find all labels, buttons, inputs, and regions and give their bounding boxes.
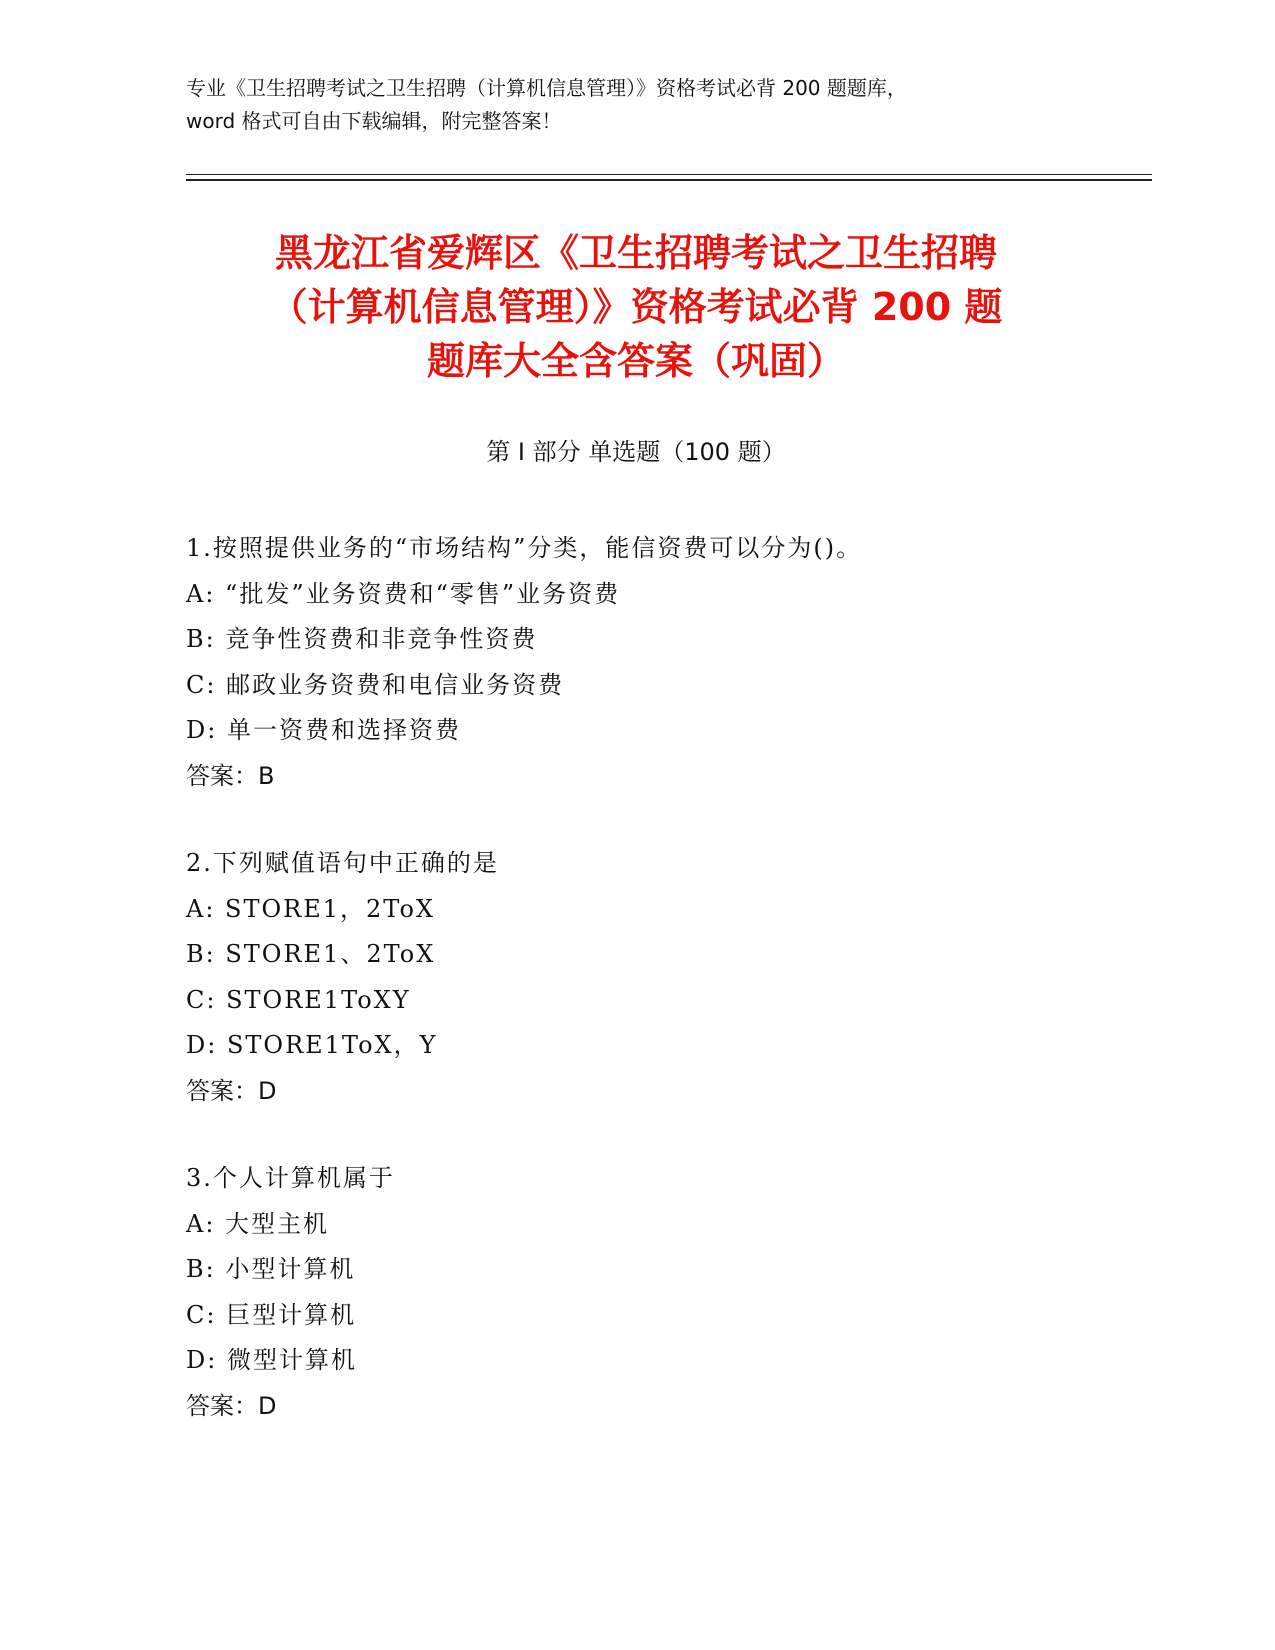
header-line-1: 专业《卫生招聘考试之卫生招聘（计算机信息管理）》资格考试必背 200 题题库， — [186, 76, 907, 100]
option-c: C: 邮政业务资费和电信业务资费 — [186, 670, 565, 699]
document-header — [186, 72, 1086, 138]
header-line-2: word 格式可自由下载编辑，附完整答案！ — [186, 109, 562, 133]
answer: 答案：D — [186, 1391, 277, 1420]
question-1 — [186, 526, 1146, 799]
question-2 — [186, 841, 1146, 1114]
question-stem: 3.个人计算机属于 — [186, 1164, 395, 1192]
document-title — [186, 226, 1086, 388]
header-divider-thin — [186, 174, 1152, 175]
answer: 答案：B — [186, 761, 275, 790]
title-line-1: 黑龙江省爱辉区《卫生招聘考试之卫生招聘 — [274, 231, 997, 275]
question-stem: 2.下列赋值语句中正确的是 — [186, 849, 499, 877]
option-b: B: 竞争性资费和非竞争性资费 — [186, 625, 538, 653]
option-c: C: STORE1ToXY — [186, 985, 411, 1014]
option-a: A: 大型主机 — [186, 1209, 330, 1238]
option-b: B: STORE1、2ToX — [186, 940, 436, 968]
title-line-3: 题库大全含答案（巩固） — [426, 339, 845, 383]
option-a: A: STORE1，2ToX — [186, 894, 435, 923]
question-stem: 1.按照提供业务的“市场结构”分类，能信资费可以分为()。 — [186, 534, 863, 562]
option-c: C: 巨型计算机 — [186, 1300, 357, 1329]
option-a: A: “批发”业务资费和“零售”业务资费 — [186, 579, 621, 608]
question-list — [186, 526, 1146, 1471]
option-d: D: 微型计算机 — [186, 1346, 357, 1374]
section-title: 第 I 部分 单选题（100 题） — [486, 438, 786, 466]
option-d: D: 单一资费和选择资费 — [186, 716, 461, 744]
answer: 答案：D — [186, 1076, 277, 1105]
option-d: D: STORE1ToX，Y — [186, 1031, 438, 1059]
header-divider-thick — [186, 179, 1152, 181]
option-b: B: 小型计算机 — [186, 1255, 356, 1283]
question-3 — [186, 1156, 1146, 1429]
title-line-2: （计算机信息管理）》资格考试必背 200 题 — [269, 285, 1003, 329]
